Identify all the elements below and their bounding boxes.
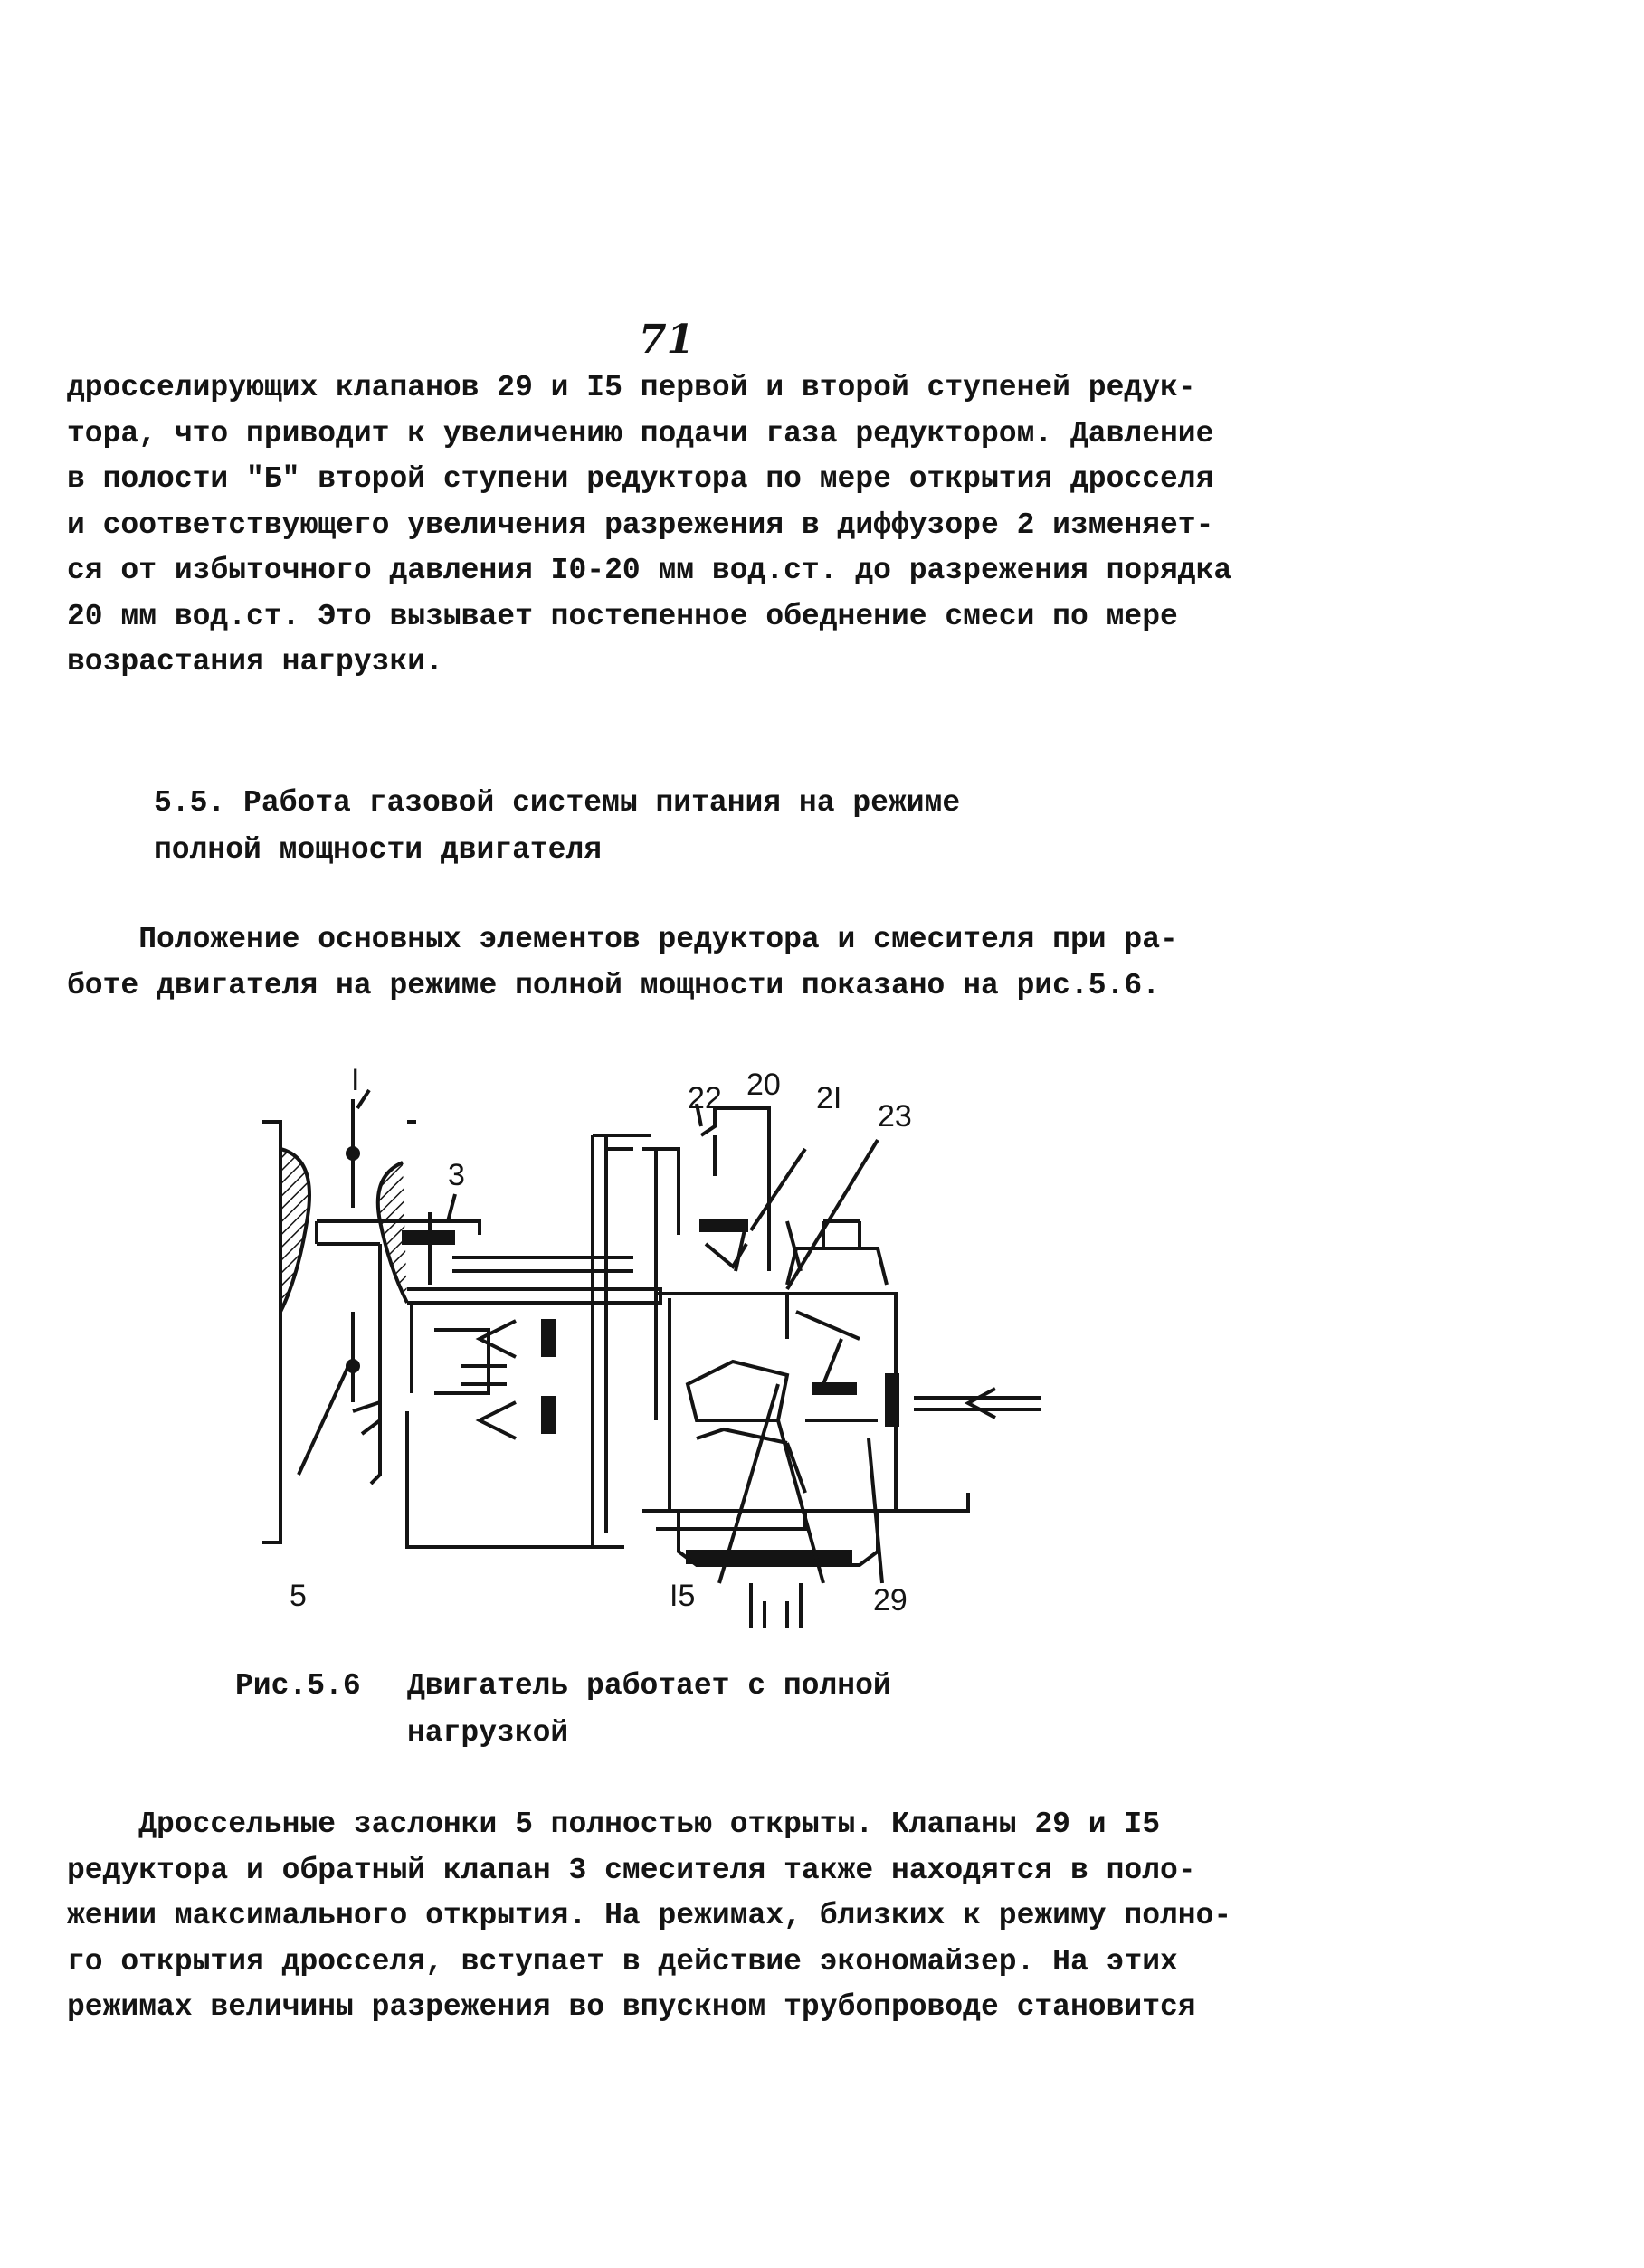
label-15: I5	[670, 1579, 696, 1613]
paragraph-2	[67, 917, 1297, 1009]
paragraph-3	[67, 1802, 1297, 2031]
label-1: I	[351, 1063, 360, 1097]
paragraph-line: тора, что приводит к увеличению подачи газа редуктором. Давление	[67, 416, 1214, 451]
label-23: 23	[878, 1099, 912, 1134]
paragraph-line: Дроссельные заслонки 5 полностью открыты. Клапаны 29 и I5	[67, 1808, 1160, 1841]
page-number: 71	[639, 317, 695, 363]
label-3: 3	[448, 1158, 465, 1192]
heading-line: 5.5. Работа газовой системы питания на режиме	[154, 786, 961, 820]
paragraph-1	[67, 365, 1297, 686]
paragraph-line: возрастания нагрузки.	[67, 645, 443, 679]
paragraph-line: ся от избыточного давления I0-20 мм вод.ст. до разрежения порядка	[67, 554, 1232, 587]
paragraph-line: и соответствующего увеличения разрежения в диффузоре 2 изменяет-	[67, 508, 1214, 542]
section-heading	[154, 780, 960, 874]
label-29: 29	[873, 1583, 908, 1618]
paragraph-line: 20 мм вод.ст. Это вызывает постепенное обеднение смеси по мере	[67, 599, 1178, 633]
paragraph-line: режимах величины разрежения во впускном трубопроводе становится	[67, 1990, 1196, 2024]
schematic-diagram	[244, 1040, 1104, 1628]
paragraph-line: боте двигателя на режиме полной мощности показано на рис.5.6.	[67, 968, 1160, 1002]
label-20: 20	[746, 1068, 781, 1102]
paragraph-line: в полости "Б" второй ступени редуктора по мере открытия дросселя	[67, 462, 1214, 496]
label-22: 22	[688, 1081, 722, 1115]
caption-label: Рис.5.6	[235, 1669, 361, 1703]
paragraph-line: редуктора и обратный клапан 3 смесителя также находятся в поло-	[67, 1853, 1196, 1887]
label-21: 2I	[816, 1081, 842, 1115]
paragraph-line: Положение основных элементов редуктора и смесителя при ра-	[67, 923, 1178, 956]
heading-line: полной мощности двигателя	[154, 833, 603, 867]
paragraph-line: дросселирующих клапанов 29 и I5 первой и второй ступеней редук-	[67, 371, 1196, 404]
caption-text	[407, 1663, 1041, 1757]
caption-line: нагрузкой	[407, 1716, 569, 1750]
figure-schematic	[244, 1040, 1104, 1628]
caption-line: Двигатель работает с полной	[407, 1669, 891, 1703]
paragraph-line: жении максимального открытия. На режимах, близких к режиму полно-	[67, 1899, 1232, 1932]
paragraph-line: го открытия дросселя, вступает в действие экономайзер. На этих	[67, 1944, 1178, 1979]
label-5: 5	[290, 1579, 307, 1613]
